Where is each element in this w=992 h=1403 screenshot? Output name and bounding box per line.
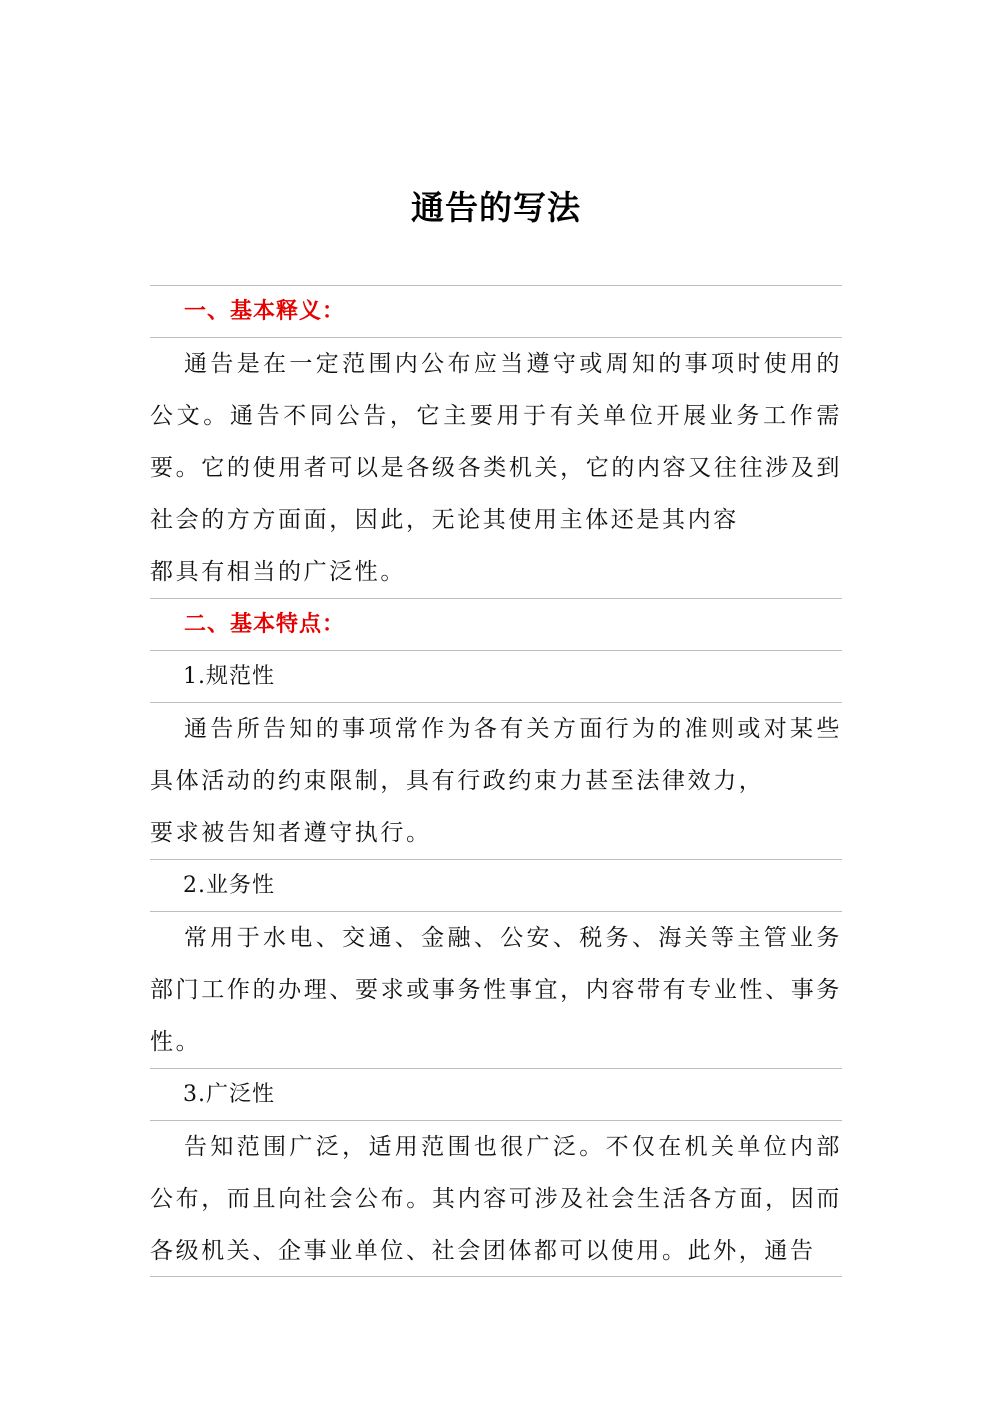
section-heading-definition xyxy=(150,285,842,337)
definition-paragraph-block xyxy=(150,337,842,598)
feature-1-paragraph-block xyxy=(150,702,842,859)
definition-paragraph: 通告是在一定范围内公布应当遵守或周知的事项时使用的公文。通告不同公告，它主要用于有关单位开展业务工作需要。它的使用者可以是各级各类机关，它的内容又往往涉及到社会的方方面面，因此，无论其使用主体还是其内容 都具有相当的广泛性。 xyxy=(150,351,842,585)
document-title: 通告的写法 xyxy=(411,188,581,227)
feature-1-title-block xyxy=(150,650,842,702)
feature-3-paragraph-block xyxy=(150,1120,842,1277)
feature-2-title-block xyxy=(150,859,842,911)
feature-2-paragraph: 常用于水电、交通、金融、公安、税务、海关等主管业务部门工作的办理、要求或事务性事宜，内容带有专业性、事务性。 xyxy=(150,925,842,1055)
heading-text: 一、基本释义： xyxy=(184,299,346,324)
feature-1-title: 1.规范性 xyxy=(183,664,275,689)
feature-3-title-block xyxy=(150,1068,842,1120)
feature-1-paragraph: 通告所告知的事项常作为各有关方面行为的准则或对某些具体活动的约束限制，具有行政约束力甚至法律效力， 要求被告知者遵守执行。 xyxy=(150,716,842,846)
feature-3-paragraph: 告知范围广泛，适用范围也很广泛。不仅在机关单位内部公布，而且向社会公布。其内容可涉及社会生活各方面，因而各级机关、企事业单位、社会团体都可以使用。此外，通告 xyxy=(150,1134,842,1264)
section-heading-features xyxy=(150,598,842,650)
document-body xyxy=(150,285,842,1277)
feature-3-title: 3.广泛性 xyxy=(183,1082,275,1107)
heading-text: 二、基本特点： xyxy=(184,612,346,637)
feature-2-paragraph-block xyxy=(150,911,842,1068)
feature-2-title: 2.业务性 xyxy=(183,873,275,898)
